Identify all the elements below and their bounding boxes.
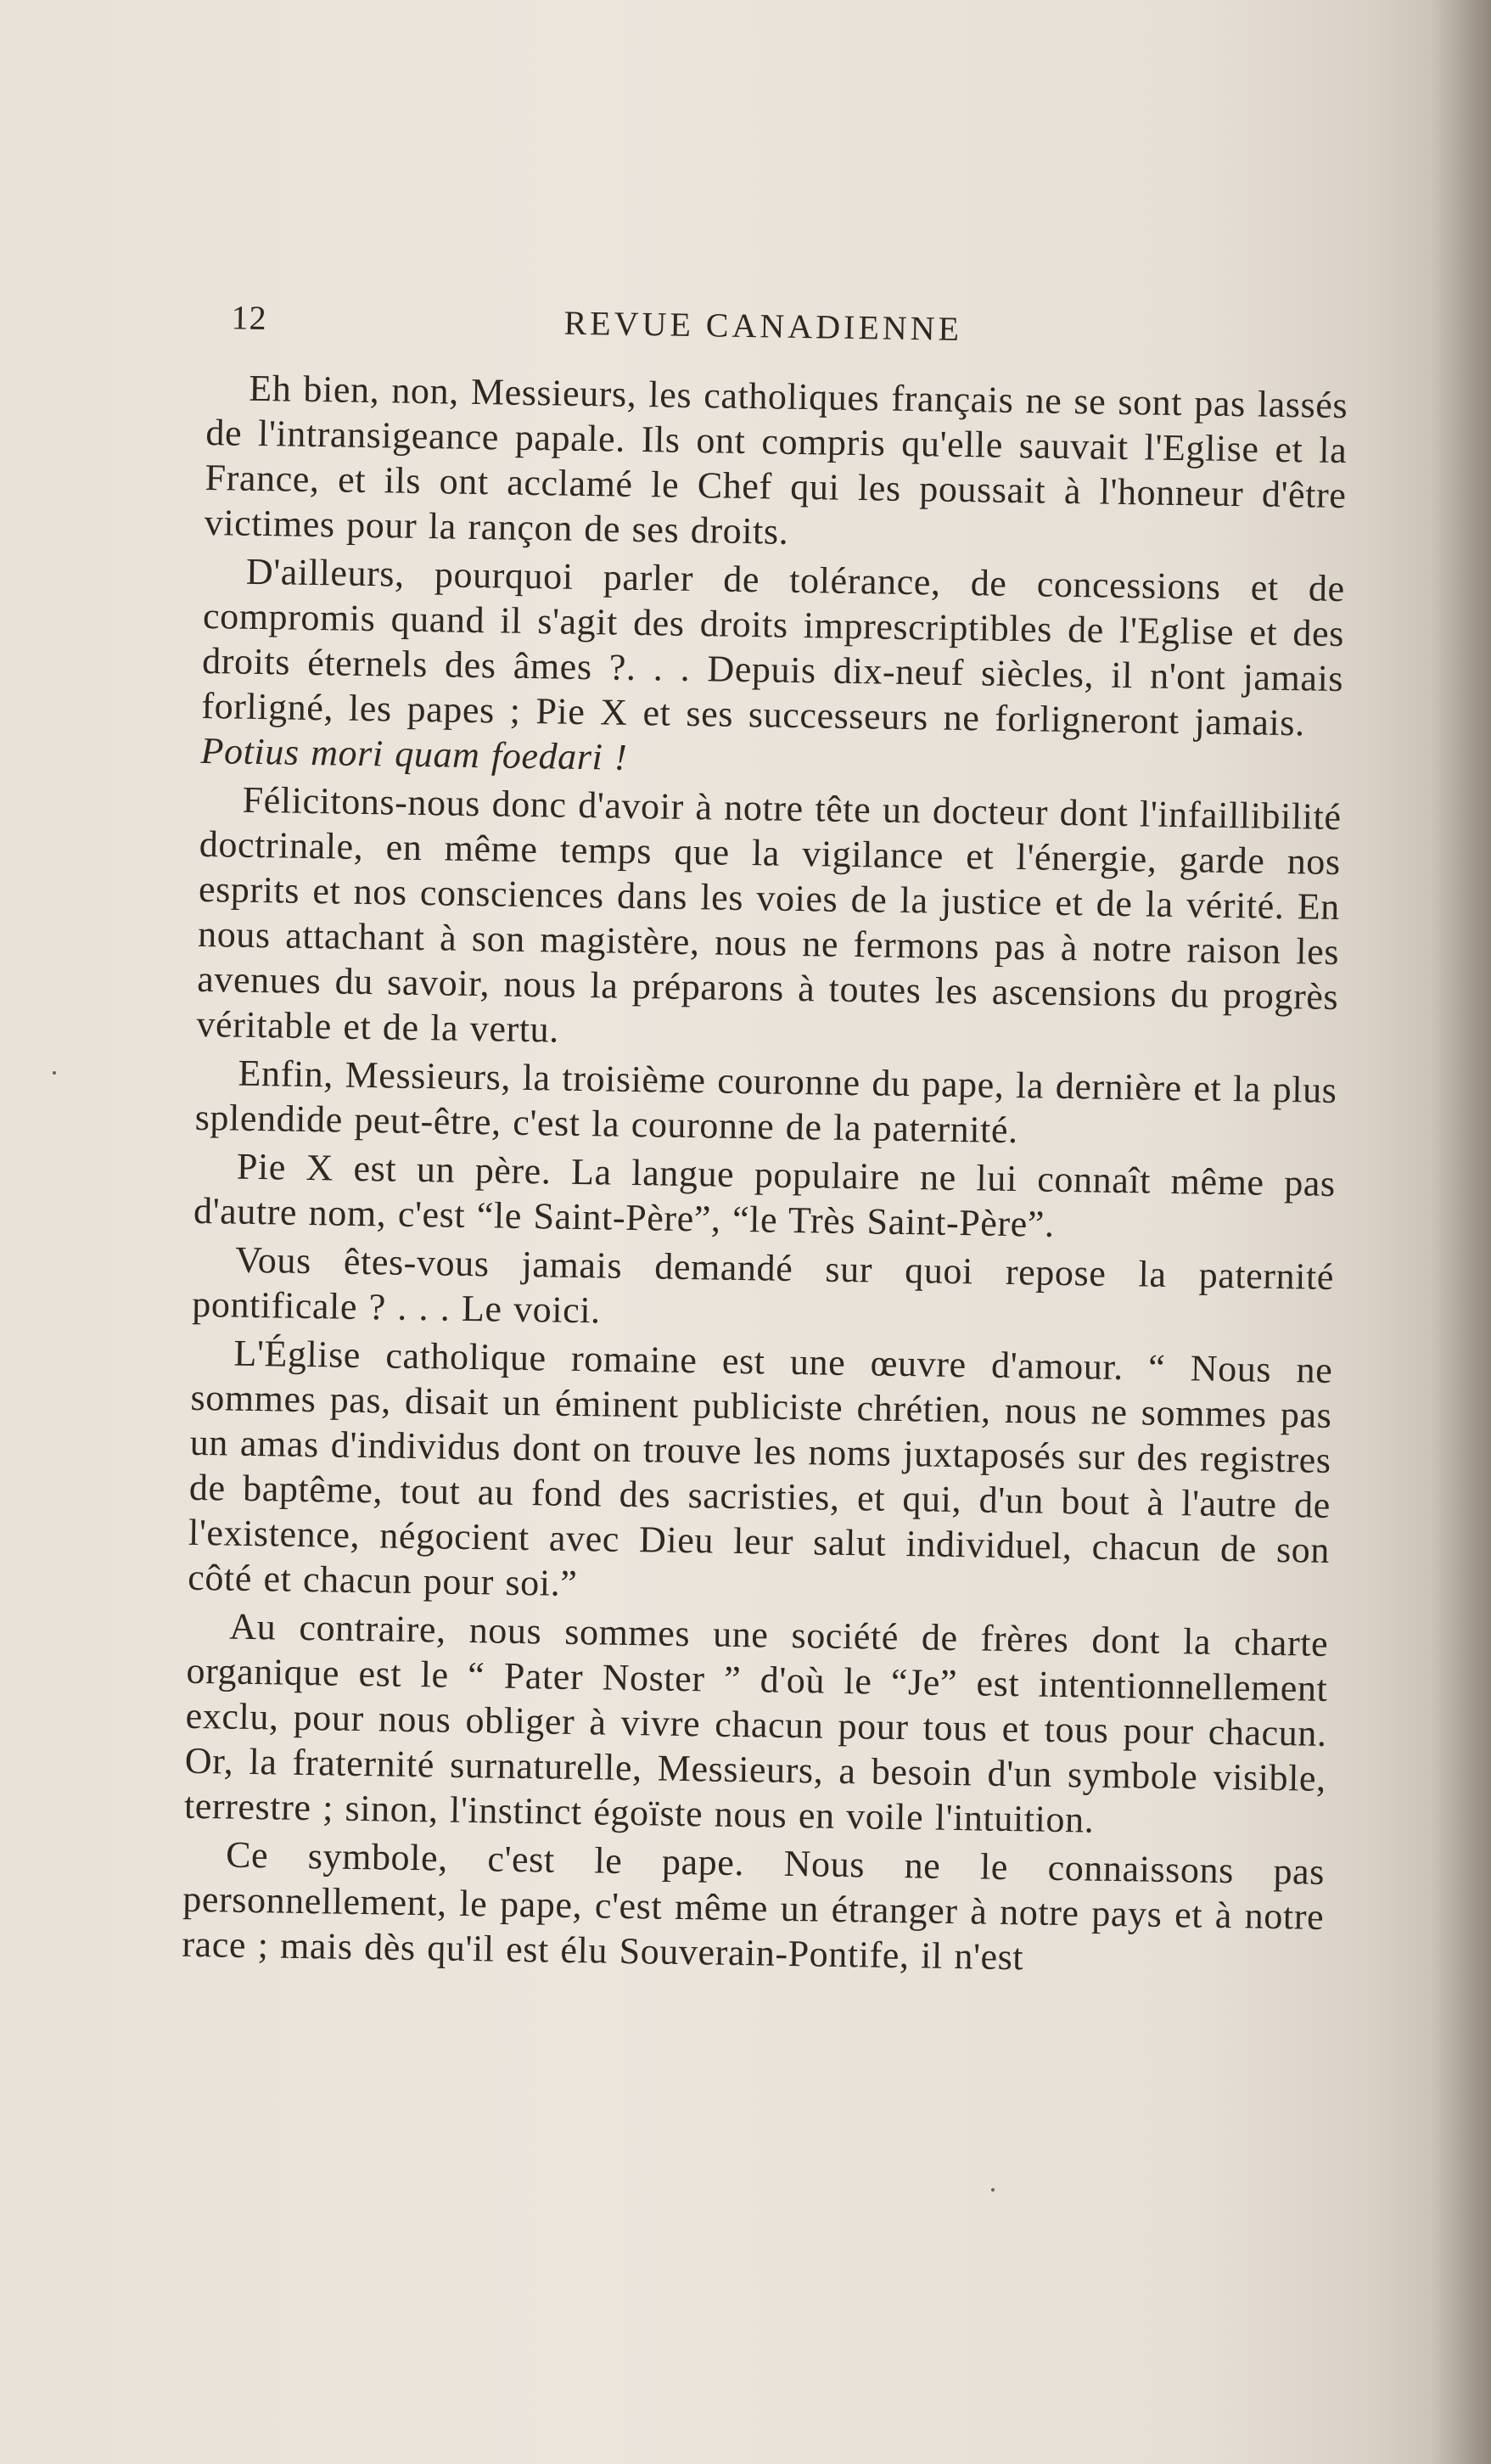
paragraph-text: Ce symbole, c'est le pape. Nous ne le connaissons pas personnellement, le pape, c'est même un étranger à notre pays et à notre race ; mais dès qu'il est élu Souverain-Pontife, il n'est — [182, 1833, 1326, 1978]
paragraph-text: Vous êtes-vous jamais demandé sur quoi repose la paternité pontificale ? . . . Le voici. — [191, 1238, 1335, 1332]
paragraph-text: Au contraire, nous sommes une société de frères dont la charte organique est le “ Pater Noster ” d'où le “Je” est intentionnellement exclu, pour nous obliger à vivre chacun pour tous et tous pour chacun. Or, la fraternité surnaturelle, Messieurs, a besoin d'un symbole visible, terrestre ; sinon, l'instinct égoïste nous en voile l'intuition. — [183, 1605, 1329, 1841]
journal-title: REVUE CANADIENNE — [563, 303, 963, 348]
paragraph-text: L'Église catholique romaine est une œuvre d'amour. “ Nous ne sommes pas, disait un éminent publiciste chrétien, nous ne sommes pas un amas d'individus dont on trouve les noms juxtaposés sur des registres de baptême, tout au fond des sacristies, et qui, d'un bout à l'autre de l'existence, négocient avec Dieu leur salut individuel, chacun de son côté et chacun pour soi.” — [187, 1332, 1333, 1605]
paragraph-text: Eh bien, non, Messieurs, les catholiques français ne se sont pas lassés de l'intransigeance papale. Ils ont compris qu'elle sauvait l'Eglise et la France, et ils ont acclamé le Chef qui les poussait à l'honneur d'être victimes pour la rançon de ses droits. — [204, 367, 1348, 553]
paragraph-4 — [194, 1050, 1337, 1158]
paragraph-2 — [200, 548, 1345, 791]
paragraph-text: Félicitons-nous donc d'avoir à notre tête un docteur dont l'infaillibilité doctrinale, en même temps que la vigilance et l'énergie, garde nos esprits et nos consciences dans les voies de la justice et de la vérité. En nous attachant à son magistère, nous ne fermons pas à notre raison les avenues du savoir, nous la préparons à toutes les ascensions du progrès véritable et de la vertu. — [196, 778, 1342, 1051]
paragraph-5 — [193, 1143, 1336, 1251]
paragraph-text: Pie X est un père. La langue populaire ne lui connaît même pas d'autre nom, c'est “le Saint-Père”, “le Très Saint-Père”. — [193, 1145, 1337, 1245]
text-block — [182, 297, 1349, 1988]
paragraph-1 — [204, 365, 1348, 563]
paragraph-7 — [188, 1330, 1333, 1618]
paragraph-text: Enfin, Messieurs, la troisième couronne du pape, la dernière et la plus splendide peut-être, c'est la couronne de la paternité. — [194, 1052, 1337, 1152]
page-number: 12 — [231, 298, 267, 338]
paper-speck — [53, 1071, 56, 1075]
paper-speck — [991, 2188, 995, 2192]
latin-motto: Potius mori quam foedari ! — [200, 729, 628, 778]
paragraph-text: D'ailleurs, pourquoi parler de tolérance, de concessions et de compromis quand il s'agit des droits imprescriptibles de l'Eglise et des droits éternels des âmes ?. . . Depuis dix-neuf siècles, il n'ont jamais forligné, les papes ; Pie X et ses successeurs ne forligneront jamais. — [201, 550, 1346, 744]
paragraph-9 — [182, 1832, 1325, 1984]
paragraph-6 — [192, 1237, 1334, 1344]
paragraph-3 — [196, 777, 1342, 1064]
running-head — [207, 297, 1349, 366]
paragraph-8 — [184, 1603, 1329, 1846]
page-gutter-shadow — [1432, 0, 1491, 2464]
